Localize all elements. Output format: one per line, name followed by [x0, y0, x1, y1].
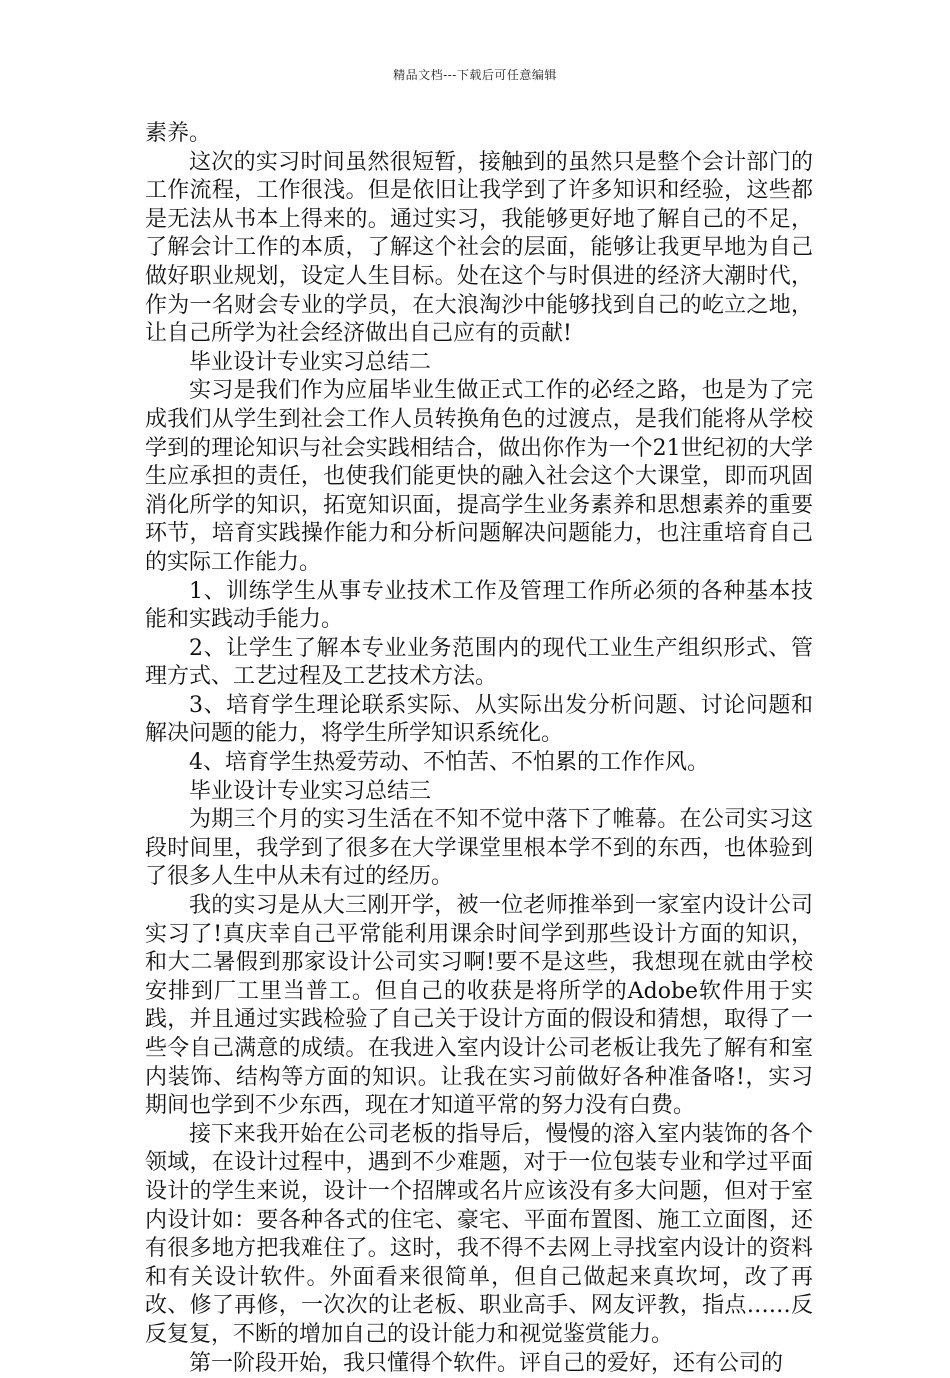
section-heading: 毕业设计专业实习总结三 — [189, 778, 432, 804]
paragraph: 素养。 — [145, 121, 212, 146]
paragraph: 为期三个月的实习生活在不知不觉中落下了帷幕。在公司实习这段时间里，我学到了很多在大学课堂里根本学不到的东西，也体验到了很多人生中从未有过的经历。 — [145, 807, 813, 890]
list-item: 4、培育学生热爱劳动、不怕苦、不怕累的工作作风。 — [189, 750, 709, 776]
paragraph: 实习是我们作为应届毕业生做正式工作的必经之路，也是为了完成我们从学生到社会工作人员转换角色的过渡点，是我们能将从学校学到的理论知识与社会实践相结合，做出你作为一个21世纪初的大学生应承担的责任，也使我们能更快的融入社会这个大课堂，即而巩固消化所学的知识，拓宽知识面，提高学生业务素养和思想素养的重要环节，培育实践操作能力和分析问题解决问题能力，也注重培育自己的实际工作能力。 — [145, 378, 813, 575]
paragraph: 我的实习是从大三刚开学，被一位老师推举到一家室内设计公司实习了!真庆幸自己平常能利用课余时间学到那些设计方面的知识，和大二暑假到那家设计公司实习啊!要不是这些，我想现在就由学校安排到厂工里当普工。但自己的收获是将所学的Adobe软件用于实践，并且通过实践检验了自己关于设计方面的假设和猜想，取得了一些令自己满意的成绩。在我进入室内设计公司老板让我先了解有和室内装饰、结构等方面的知识。让我在实习前做好各种准备咯!，实习期间也学到不少东西，现在才知道平常的努力没有白费。 — [145, 893, 813, 1119]
paragraph: 第一阶段开始，我只懂得个软件。评自己的爱好，还有公司的 — [189, 1350, 784, 1376]
page-header: 精品文档---下载后可任意编辑 — [393, 68, 557, 82]
document-body — [145, 120, 813, 1378]
list-item: 2、让学生了解本专业业务范围内的现代工业生产组织形式、管理方式、工艺过程及工艺技术方法。 — [145, 635, 813, 690]
list-item: 1、训练学生从事专业技术工作及管理工作所必须的各种基本技能和实践动手能力。 — [145, 578, 813, 633]
paragraph: 接下来我开始在公司老板的指导后，慢慢的溶入室内装饰的各个领域，在设计过程中，遇到不少难题，对于一位包装专业和学过平面设计的学生来说，设计一个招牌或名片应该没有多大问题，但对于室内设计如：要各种各式的住宅、豪宅、平面布置图、施工立面图，还有很多地方把我难住了。这时，我不得不去网上寻找室内设计的资料和有关设计软件。外面看来很简单，但自己做起来真坎坷，改了再改、修了再修，一次次的让老板、职业高手、网友评教，指点……反反复复，不断的增加自己的设计能力和视觉鉴赏能力。 — [145, 1121, 813, 1347]
list-item: 3、培育学生理论联系实际、从实际出发分析问题、讨论问题和解决问题的能力，将学生所学知识系统化。 — [145, 692, 813, 747]
section-heading: 毕业设计专业实习总结二 — [189, 349, 432, 375]
paragraph: 这次的实习时间虽然很短暂，接触到的虽然只是整个会计部门的工作流程，工作很浅。但是依旧让我学到了许多知识和经验，这些都是无法从书本上得来的。通过实习，我能够更好地了解自己的不足，了解会计工作的本质，了解这个社会的层面，能够让我更早地为自己做好职业规划，设定人生目标。处在这个与时俱进的经济大潮时代，作为一名财会专业的学员，在大浪淘沙中能够找到自己的屹立之地，让自己所学为社会经济做出自己应有的贡献! — [145, 149, 813, 347]
